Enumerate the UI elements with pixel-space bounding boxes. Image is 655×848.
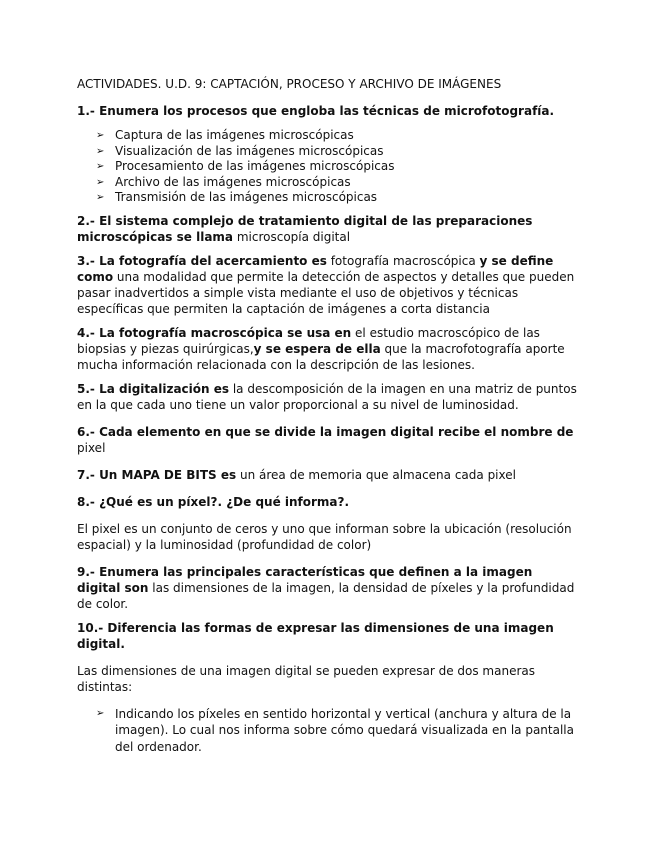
answer-4-b: que la macrofotografía aporte mucha información relacionada con la descripción de las lesiones. [77, 341, 565, 372]
list-item: ➢ Procesamiento de las imágenes microscópicas [96, 159, 395, 174]
answer-7: un área de memoria que almacena cada pixel [236, 467, 516, 482]
list-item: ➢ Archivo de las imágenes microscópicas [96, 174, 351, 189]
answer-8: El pixel es un conjunto de ceros y uno que informan sobre la ubicación (resolución espacial) y la luminosidad (profundidad de color) [77, 521, 572, 552]
arrow-bullet-icon: ➢ [96, 176, 105, 188]
question-9-text: 9.- Enumera las principales características que definen a la imagen digital son [77, 564, 533, 595]
answer-6: pixel [77, 440, 106, 455]
answer-5: la descomposición de la imagen en una matriz de puntos en la que cada uno tiene un valor proporcional a su nivel de luminosidad. [77, 381, 577, 412]
process-list [77, 128, 577, 206]
list-item: ➢ Visualización de las imágenes microscópicas [96, 143, 384, 158]
question-3 [77, 253, 577, 317]
question-6 [77, 424, 577, 456]
answer-3-a: fotografía macroscópica [326, 253, 480, 268]
answer-4-a: el estudio macroscópico de las biopsias y piezas quirúrgicas, [77, 325, 540, 356]
question-7-text: 7.- Un MAPA DE BITS es [77, 467, 237, 482]
question-5-text: 5.- La digitalización es [77, 381, 230, 396]
answer-3-b: una modalidad que permite la detección de aspectos y detalles que pueden pasar inadvertidos a simple vista mediante el uso de objetivos y técnicas específicas que permiten la captación de imágenes a corta distancia [77, 269, 575, 316]
document-page [77, 76, 577, 755]
answer-9: las dimensiones de la imagen, la densidad de píxeles y la profundidad de color. [77, 580, 575, 611]
arrow-bullet-icon: ➢ [96, 130, 105, 141]
question-2 [77, 213, 577, 245]
question-8-text: 8.- ¿Qué es un píxel?. ¿De qué informa?. [77, 494, 350, 509]
arrow-bullet-icon: ➢ [96, 707, 105, 719]
arrow-bullet-icon: ➢ [96, 145, 105, 157]
list-item: ➢ Transmisión de las imágenes microscópicas [96, 190, 378, 205]
question-3-text-a: 3.- La fotografía del acercamiento es [77, 253, 327, 268]
list-item: ➢ Indicando los píxeles en sentido horizontal y vertical (anchura y altura de la imagen). Lo cual nos informa sobre cómo quedará visualizada en la pantalla del ordenador. [96, 706, 574, 754]
dimensions-list [77, 706, 577, 756]
list-item: ➢ Captura de las imágenes microscópicas [96, 128, 354, 142]
question-6-text: 6.- Cada elemento en que se divide la imagen digital recibe el nombre de [77, 424, 574, 439]
question-7 [77, 467, 577, 483]
question-8 [77, 494, 577, 510]
question-4-text-a: 4.- La fotografía macroscópica se usa en [77, 325, 352, 340]
question-2-text: 2.- El sistema complejo de tratamiento digital de las preparaciones microscópicas se llama [77, 213, 533, 244]
question-1-text: 1.- Enumera los procesos que engloba las técnicas de microfotografía. [77, 104, 555, 118]
question-10 [77, 620, 577, 652]
question-4-text-b: y se espera de ella [253, 341, 381, 356]
question-1 [77, 103, 577, 119]
answer-10: Las dimensiones de una imagen digital se pueden expresar de dos maneras distintas: [77, 663, 535, 694]
document-title: ACTIVIDADES. U.D. 9: CAPTACIÓN, PROCESO Y ARCHIVO DE IMÁGENES [77, 77, 502, 91]
answer-2: microscopía digital [233, 229, 351, 244]
question-10-text: 10.- Diferencia las formas de expresar las dimensiones de una imagen digital. [77, 620, 554, 651]
question-5 [77, 381, 577, 413]
arrow-bullet-icon: ➢ [96, 161, 105, 173]
question-9 [77, 564, 577, 612]
question-3-text-b: y se define como [77, 253, 554, 284]
question-4 [77, 325, 577, 373]
arrow-bullet-icon: ➢ [96, 192, 105, 204]
